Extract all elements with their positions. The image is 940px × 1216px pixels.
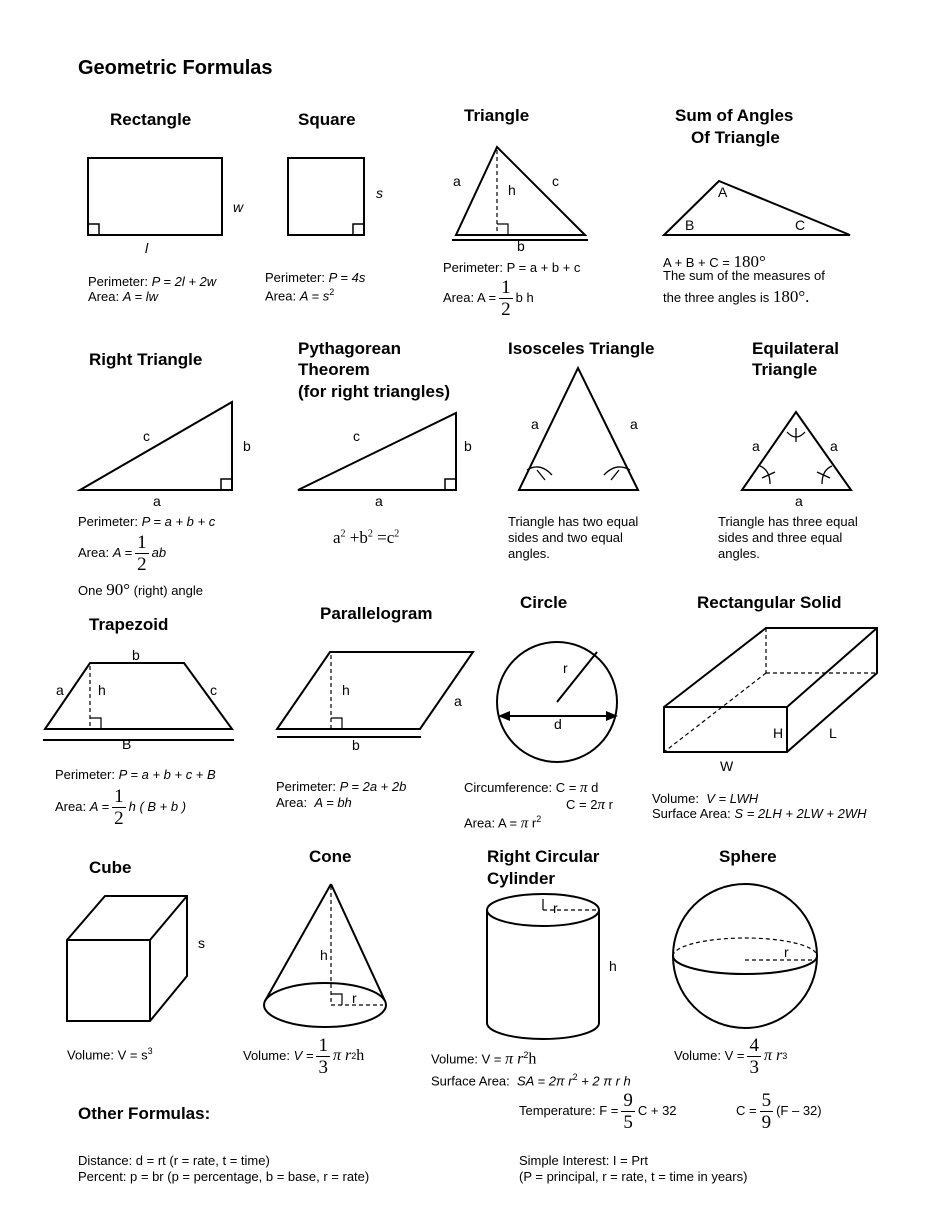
denominator: 5	[623, 1112, 633, 1133]
denominator: 3	[749, 1057, 759, 1078]
sphere-volume	[674, 1036, 787, 1077]
surface-label: Surface Area:	[431, 1073, 510, 1089]
exponent: 2	[572, 1072, 578, 1082]
trapezoid-b-label: b	[132, 647, 140, 663]
triangle-perimeter: Perimeter: P = a + b + c	[443, 260, 581, 275]
area-lhs: A =	[89, 799, 110, 815]
area-tail: h ( B + b )	[128, 799, 187, 815]
area-tail: b h	[515, 290, 534, 306]
trapezoid-a-label: a	[56, 682, 64, 698]
simple-interest-note: (P = principal, r = rate, t = time in years)	[519, 1169, 748, 1184]
denominator: 2	[501, 299, 511, 320]
numerator: 9	[623, 1090, 633, 1111]
surface-label: Surface Area:	[652, 806, 731, 821]
pythagorean-b-label: b	[464, 438, 472, 454]
rect-solid-L-label: L	[829, 725, 837, 741]
perimeter-formula: P = a + b + c + B	[118, 767, 216, 782]
volume-h: h	[356, 1047, 365, 1065]
area-formula: A = s	[299, 288, 330, 304]
exponent: 2	[351, 1051, 357, 1062]
trapezoid-title: Trapezoid	[89, 615, 169, 634]
isosceles-title: Isosceles Triangle	[508, 339, 655, 358]
cylinder-title-line1: Right Circular	[487, 847, 600, 866]
degree-value: 90°	[106, 580, 131, 599]
volume-label: Volume:	[243, 1048, 290, 1064]
perimeter-formula: P = 2a + 2b	[339, 779, 407, 794]
pythagorean-a-label: a	[375, 493, 383, 509]
perimeter-label: Perimeter:	[276, 779, 336, 794]
cube-title: Cube	[89, 858, 132, 877]
area-label: Area:	[55, 799, 87, 815]
volume-formula: V = LWH	[706, 791, 759, 806]
circ-d: d	[591, 780, 599, 795]
pi-symbol: π	[597, 797, 605, 813]
pythagorean-title-line1: Pythagorean	[298, 339, 401, 358]
formula-eq-c: =c	[377, 528, 395, 547]
sphere-r-label: r	[784, 944, 789, 960]
perimeter-formula: P = 2l + 2w	[151, 274, 217, 289]
numerator: 1	[318, 1035, 328, 1056]
temperature-formula-f	[519, 1091, 677, 1132]
cone-title: Cone	[309, 847, 352, 866]
exponent: 2	[340, 528, 346, 540]
triangle-a-label: a	[453, 173, 461, 189]
exponent: 2	[523, 1050, 529, 1060]
isosceles-desc-line2: sides and two equal	[508, 530, 623, 545]
rect-solid-H-label: H	[773, 725, 784, 741]
volume-label: Volume: V =	[431, 1051, 502, 1067]
angle-sum-desc-line1: The sum of the measures of	[663, 268, 825, 283]
area-label: Area: A =	[443, 290, 497, 306]
surface-formula: SA = 2π r	[517, 1073, 573, 1089]
volume-tail: π r	[763, 1047, 783, 1065]
desc-value: 180°.	[772, 287, 810, 306]
circ2-r: r	[608, 797, 613, 812]
equilateral-a-right: a	[830, 438, 838, 454]
angle-a-label: A	[718, 184, 728, 200]
parallelogram-a-label: a	[454, 693, 462, 709]
desc-text: the three angles is	[663, 290, 770, 305]
denominator: 3	[318, 1057, 328, 1078]
triangle-c-label: c	[552, 173, 559, 189]
perimeter-label: Perimeter:	[55, 767, 115, 782]
denominator: 9	[761, 1112, 772, 1133]
area-formula: A = bh	[314, 795, 352, 810]
numerator: 1	[114, 786, 124, 807]
isosceles-desc-line3: angles.	[508, 546, 550, 561]
formula-value: 180°	[733, 252, 766, 271]
volume-label: Volume:	[652, 791, 699, 806]
trapezoid-B-label: B	[122, 736, 132, 752]
equilateral-desc-line3: angles.	[718, 546, 760, 561]
volume-h: h	[528, 1050, 537, 1068]
percent-formula: Percent: p = br (p = percentage, b = base, r = rate)	[78, 1169, 370, 1184]
page-title: Geometric Formulas	[78, 57, 273, 79]
area-r: r	[531, 815, 537, 831]
exponent: 3	[782, 1051, 788, 1062]
rect-solid-W-label: W	[720, 758, 734, 774]
rectangle-l-label: l	[145, 240, 149, 256]
exponent: 2	[367, 528, 373, 540]
triangle-title: Triangle	[464, 106, 530, 125]
perimeter-label: Perimeter:	[78, 514, 138, 529]
formula-text: A + B + C =	[663, 255, 730, 270]
exponent: 3	[147, 1046, 153, 1056]
isosceles-a-right: a	[630, 416, 638, 432]
numerator: 4	[749, 1035, 759, 1056]
square-s-label: s	[376, 185, 383, 201]
angle-sum-title-line2: Of Triangle	[691, 128, 780, 147]
right-triangle-title: Right Triangle	[89, 350, 203, 369]
square-title: Square	[298, 110, 356, 129]
pythagorean-title-line3: (for right triangles)	[298, 382, 451, 401]
temp2-tail: (F – 32)	[776, 1103, 822, 1119]
circ-label: Circumference: C =	[464, 780, 577, 795]
cylinder-title-line2: Cylinder	[487, 869, 556, 888]
equilateral-desc-line1: Triangle has three equal	[718, 514, 858, 529]
right-triangle-c-label: c	[143, 428, 150, 444]
cylinder-r-label: r	[553, 900, 558, 916]
volume-tail: π r	[332, 1047, 352, 1065]
exponent: 2	[394, 528, 400, 540]
sphere-title: Sphere	[719, 847, 777, 866]
pythagorean-c-label: c	[353, 428, 360, 444]
isosceles-desc-line1: Triangle has two equal	[508, 514, 639, 529]
five-ninths-fraction	[760, 1091, 774, 1132]
cylinder-h-label: h	[609, 958, 617, 974]
perimeter-label: Perimeter:	[88, 274, 148, 289]
surface-tail: + 2 π r h	[581, 1073, 631, 1089]
cone-r-label: r	[352, 990, 357, 1006]
temp-label: Temperature: F =	[519, 1103, 619, 1119]
area-exponent: 2	[329, 287, 335, 297]
volume-text: Volume: V = s	[67, 1047, 148, 1063]
area-label: Area:	[88, 289, 120, 304]
perimeter-label: Perimeter:	[265, 270, 325, 285]
nine-fifths-fraction	[621, 1091, 635, 1132]
area-label: Area: A =	[464, 815, 518, 831]
rectangle-w-label: w	[233, 199, 244, 215]
volume-label: Volume: V =	[674, 1048, 745, 1064]
circle-d-label: d	[554, 716, 562, 732]
rect-solid-title: Rectangular Solid	[697, 593, 842, 612]
distance-formula: Distance: d = rt (r = rate, t = time)	[78, 1153, 270, 1168]
denominator: 2	[137, 554, 147, 575]
area-lhs: A =	[112, 545, 133, 561]
area-label: Area:	[78, 545, 110, 561]
pi-symbol: π	[520, 815, 529, 832]
exponent: 2	[536, 814, 542, 824]
perimeter-formula: P = a + b + c	[141, 514, 216, 529]
volume-lhs: V =	[293, 1048, 314, 1064]
pythagorean-title-line2: Theorem	[298, 360, 370, 379]
equilateral-title-line2: Triangle	[752, 360, 818, 379]
temp-tail: C + 32	[637, 1103, 677, 1119]
trapezoid-h-label: h	[98, 682, 106, 698]
equilateral-a-left: a	[752, 438, 760, 454]
triangle-h-label: h	[508, 182, 516, 198]
circle-title: Circle	[520, 593, 568, 612]
angle-sum-title-line1: Sum of Angles	[675, 106, 794, 125]
cone-h-label: h	[320, 947, 328, 963]
parallelogram-h-label: h	[342, 682, 350, 698]
circ2-lhs: C = 2	[566, 797, 598, 812]
four-thirds-fraction	[747, 1036, 761, 1077]
formula-plus-b: +b	[349, 528, 368, 547]
area-tail: ab	[151, 545, 167, 561]
volume-formula: π r	[505, 1050, 524, 1068]
equilateral-title-line1: Equilateral	[752, 339, 839, 358]
numerator: 1	[501, 277, 511, 298]
cube-s-label: s	[198, 935, 205, 951]
temp2-lhs: C =	[736, 1103, 757, 1119]
temperature-formula-c	[736, 1091, 822, 1132]
one-text: One	[78, 583, 103, 598]
pi-symbol: π	[579, 780, 588, 796]
area-label: Area:	[265, 288, 297, 304]
surface-formula: S = 2LH + 2LW + 2WH	[734, 806, 867, 821]
area-formula: A = lw	[122, 289, 158, 304]
isosceles-a-left: a	[531, 416, 539, 432]
right-angle-text: (right) angle	[133, 583, 204, 598]
circle-r-label: r	[563, 660, 568, 676]
right-triangle-a-label: a	[153, 493, 161, 509]
angle-b-label: B	[685, 217, 695, 233]
parallelogram-b-label: b	[352, 737, 360, 753]
trapezoid-c-label: c	[210, 682, 217, 698]
numerator: 1	[137, 532, 147, 553]
area-label: Area:	[276, 795, 308, 810]
other-formulas-title: Other Formulas:	[78, 1104, 211, 1123]
parallelogram-title: Parallelogram	[320, 604, 433, 623]
simple-interest-formula: Simple Interest: I = Prt	[519, 1153, 648, 1168]
numerator: 5	[761, 1090, 772, 1111]
equilateral-a-bottom: a	[795, 493, 803, 509]
equilateral-desc-line2: sides and three equal	[718, 530, 843, 545]
right-triangle-b-label: b	[243, 438, 251, 454]
angle-c-label: C	[795, 217, 806, 233]
perimeter-formula: P = 4s	[328, 270, 366, 285]
formula-a: a	[333, 528, 341, 547]
rectangle-title: Rectangle	[110, 110, 192, 129]
denominator: 2	[114, 808, 124, 829]
triangle-b-label: b	[517, 238, 525, 254]
